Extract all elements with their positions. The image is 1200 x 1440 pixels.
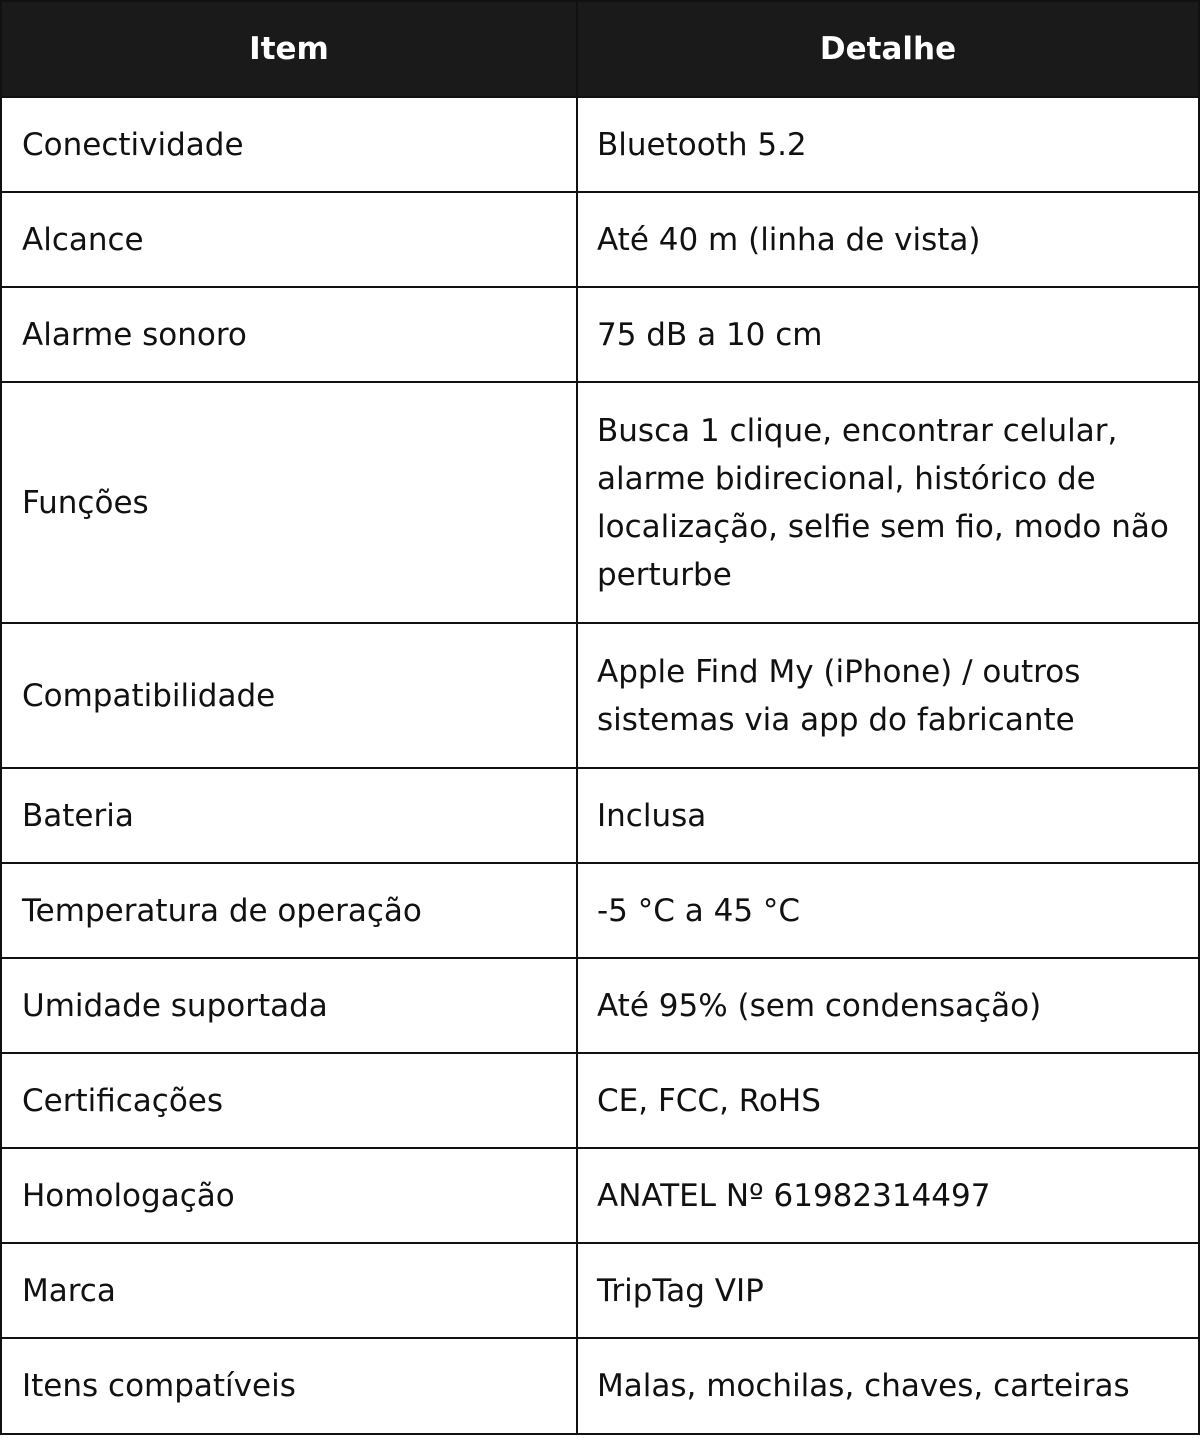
row-item: Alarme sonoro [1, 287, 577, 382]
table-row [1, 1148, 1199, 1243]
row-item: Temperatura de operação [1, 863, 577, 958]
row-detail: CE, FCC, RoHS [577, 1053, 1199, 1148]
row-item: Alcance [1, 192, 577, 287]
row-detail: -5 °C a 45 °C [577, 863, 1199, 958]
table-row [1, 863, 1199, 958]
table-row [1, 623, 1199, 768]
row-item: Compatibilidade [1, 623, 577, 768]
table-row [1, 1338, 1199, 1434]
header-row [1, 1, 1199, 97]
table-row [1, 768, 1199, 863]
row-detail: TripTag VIP [577, 1243, 1199, 1338]
row-detail: Bluetooth 5.2 [577, 97, 1199, 192]
table-row [1, 192, 1199, 287]
row-item: Marca [1, 1243, 577, 1338]
row-detail: Até 40 m (linha de vista) [577, 192, 1199, 287]
row-detail: Busca 1 clique, encontrar celular, alarme bidirecional, histórico de localização, selfie sem fio, modo não perturbe [577, 382, 1199, 623]
header-detail: Detalhe [577, 1, 1199, 97]
table-row [1, 287, 1199, 382]
row-item: Bateria [1, 768, 577, 863]
row-item: Conectividade [1, 97, 577, 192]
table-row [1, 97, 1199, 192]
table-row [1, 382, 1199, 623]
table-row [1, 1053, 1199, 1148]
table-row [1, 1243, 1199, 1338]
row-detail: Inclusa [577, 768, 1199, 863]
table-header [1, 1, 1199, 97]
row-detail: ANATEL Nº 61982314497 [577, 1148, 1199, 1243]
row-item: Funções [1, 382, 577, 623]
row-detail: Até 95% (sem condensação) [577, 958, 1199, 1053]
row-detail: Malas, mochilas, chaves, carteiras [577, 1338, 1199, 1434]
row-item: Itens compatíveis [1, 1338, 577, 1434]
table-body [1, 97, 1199, 1434]
row-item: Certificações [1, 1053, 577, 1148]
header-item: Item [1, 1, 577, 97]
row-item: Homologação [1, 1148, 577, 1243]
row-item: Umidade suportada [1, 958, 577, 1053]
row-detail: 75 dB a 10 cm [577, 287, 1199, 382]
row-detail: Apple Find My (iPhone) / outros sistemas via app do fabricante [577, 623, 1199, 768]
table-row [1, 958, 1199, 1053]
